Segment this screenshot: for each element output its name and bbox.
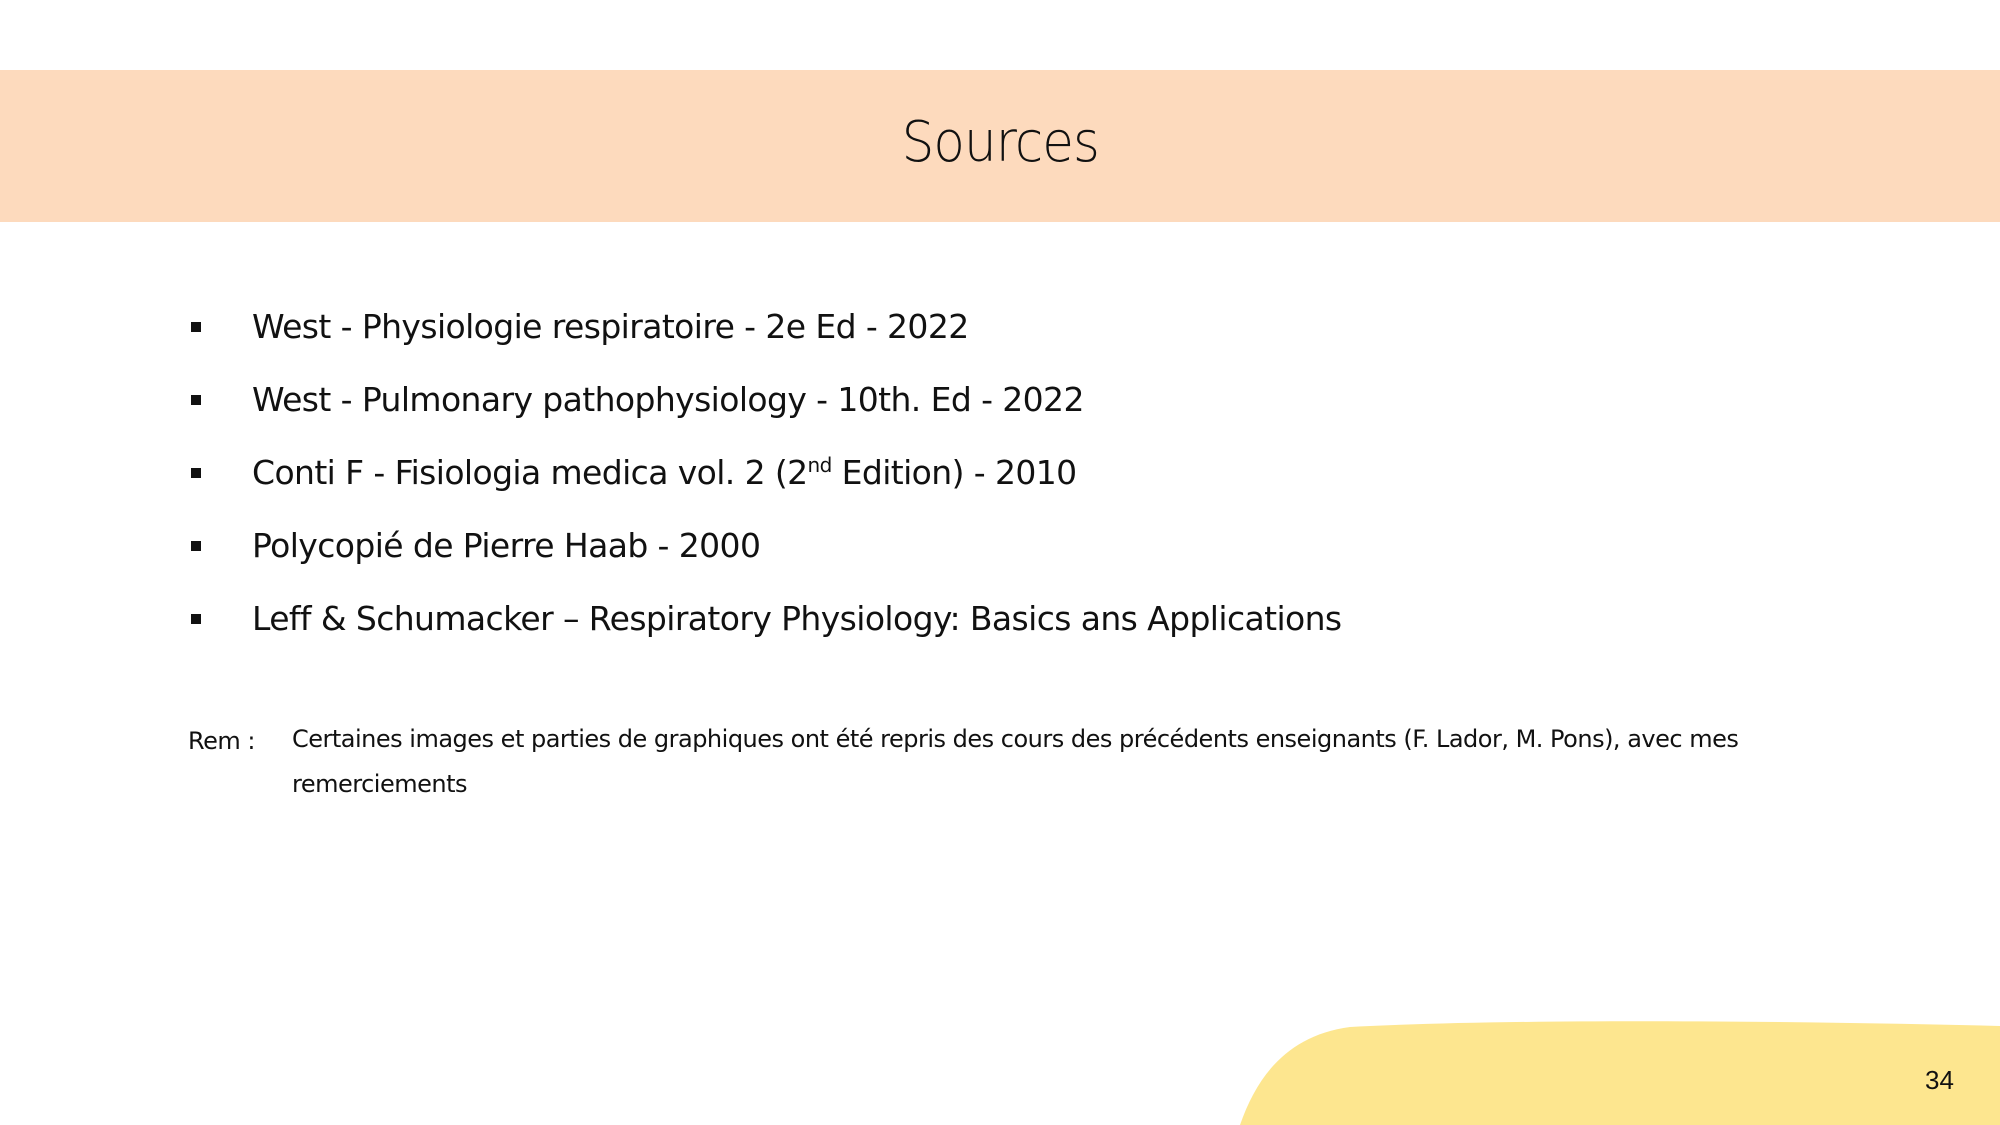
source-item bbox=[188, 290, 1342, 363]
source-text: Leff & Schumacker – Respiratory Physiology: Basics ans Applications bbox=[252, 599, 1342, 638]
remark-label: Rem : bbox=[188, 727, 255, 755]
remark-text: Certaines images et parties de graphiques ont été repris des cours des précédents enseignants (F. Lador, M. Pons), avec mes remerciements bbox=[292, 725, 1739, 798]
source-text-after: Edition) - 2010 bbox=[831, 453, 1077, 492]
square-bullet-icon bbox=[191, 468, 201, 478]
square-bullet-icon bbox=[191, 322, 201, 332]
source-item bbox=[188, 582, 1342, 655]
source-text: Polycopié de Pierre Haab - 2000 bbox=[252, 526, 761, 565]
source-item bbox=[188, 436, 1342, 509]
square-bullet-icon bbox=[191, 395, 201, 405]
ordinal-superscript: nd bbox=[807, 453, 832, 477]
source-text bbox=[252, 453, 1077, 492]
square-bullet-icon bbox=[191, 541, 201, 551]
decorative-blob-shape bbox=[1240, 1021, 2000, 1125]
slide-title: Sources bbox=[901, 109, 1099, 175]
square-bullet-icon bbox=[191, 614, 201, 624]
page-number: 34 bbox=[1925, 1065, 1954, 1095]
source-text: West - Physiologie respiratoire - 2e Ed - 2022 bbox=[252, 307, 969, 346]
remark-note bbox=[188, 727, 1872, 807]
source-text-before: Conti F - Fisiologia medica vol. 2 (2 bbox=[252, 453, 808, 492]
sources-list bbox=[188, 290, 1342, 655]
source-text: West - Pulmonary pathophysiology - 10th. Ed - 2022 bbox=[252, 380, 1084, 419]
title-band bbox=[0, 70, 2000, 222]
source-item bbox=[188, 363, 1342, 436]
source-item bbox=[188, 509, 1342, 582]
